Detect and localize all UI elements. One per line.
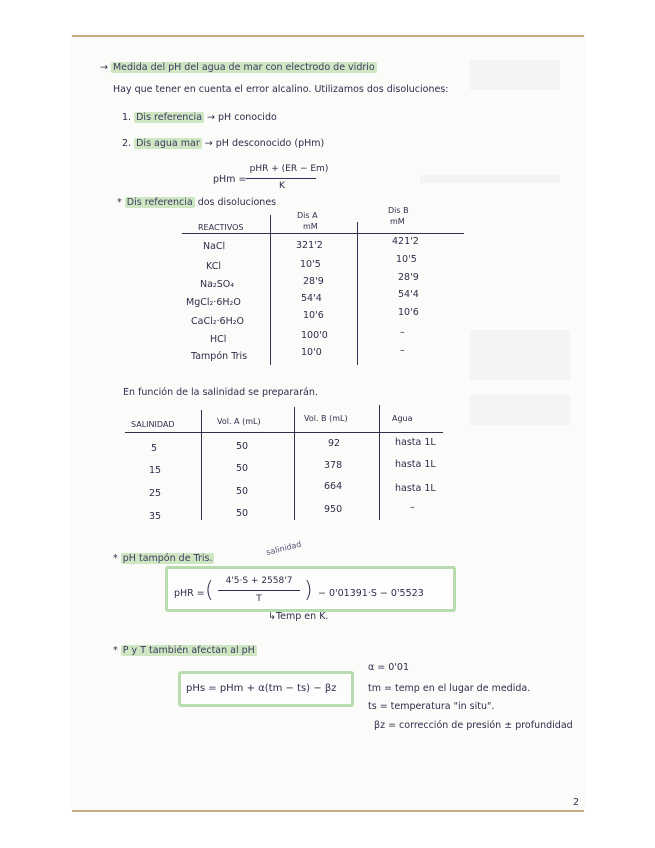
table2-cell: 5 bbox=[151, 443, 158, 454]
list-item: 2. Dis agua mar → pH desconocido (pHm) bbox=[122, 138, 325, 149]
table1-header-disb: Dis B bbox=[388, 206, 409, 215]
page-top-border bbox=[72, 35, 584, 37]
table2-cell: 664 bbox=[324, 481, 343, 492]
fraction-bar bbox=[218, 590, 300, 591]
table2-cell: 50 bbox=[236, 486, 249, 497]
table2-header: Agua bbox=[392, 414, 413, 423]
intro-text: Hay que tener en cuenta el error alcalino. Utilizamos dos disoluciones: bbox=[113, 84, 449, 95]
table2-cell: hasta 1L bbox=[395, 459, 436, 470]
table1-cell: 54'4 bbox=[398, 289, 419, 300]
table2-cell: 50 bbox=[236, 508, 249, 519]
reference-title: * Dis referencia dos disoluciones bbox=[117, 197, 277, 208]
table1-col-rule bbox=[357, 222, 358, 365]
table1-cell: 10'5 bbox=[396, 254, 417, 265]
pt-formula: pHs = pHm + α(tm − ts) − βz bbox=[186, 683, 337, 694]
pt-title: * P y T también afectan al pH bbox=[113, 645, 255, 656]
table2-cell: hasta 1L bbox=[395, 437, 436, 448]
table1-cell: KCl bbox=[206, 261, 221, 272]
table2-header: Vol. A (mL) bbox=[217, 417, 261, 426]
formula-denominator: K bbox=[279, 181, 285, 191]
legend-item: α = 0'01 bbox=[368, 662, 410, 673]
page-bottom-border bbox=[72, 810, 584, 812]
table2-cell: 378 bbox=[324, 460, 343, 471]
table1-cell: 10'0 bbox=[301, 347, 322, 358]
table1-cell: – bbox=[400, 327, 405, 338]
table1-col-rule bbox=[270, 215, 271, 365]
table1-cell: Tampón Tris bbox=[191, 351, 248, 362]
bleed-through bbox=[420, 175, 560, 183]
table1-cell: 10'6 bbox=[398, 307, 419, 318]
table2-cell: 950 bbox=[324, 504, 343, 515]
table2-header-rule bbox=[125, 432, 443, 433]
table1-cell: 54'4 bbox=[301, 293, 322, 304]
table2-cell: 25 bbox=[149, 488, 162, 499]
table2-col-rule bbox=[201, 410, 202, 520]
table2-cell: 92 bbox=[328, 438, 341, 449]
table1-cell: 10'6 bbox=[303, 310, 324, 321]
formula-numerator: pHR + (ER − Em) bbox=[249, 164, 329, 174]
formula-lhs: pHm = bbox=[213, 174, 247, 185]
table2-col-rule bbox=[379, 405, 380, 520]
list-item: 1. Dis referencia → pH conocido bbox=[122, 112, 277, 123]
table1-cell: 28'9 bbox=[303, 276, 324, 287]
bleed-through bbox=[470, 395, 570, 425]
table2-header: Vol. B (mL) bbox=[304, 414, 348, 423]
temp-annotation: ↳Temp en K. bbox=[268, 611, 329, 622]
table2-cell: – bbox=[410, 502, 415, 513]
salinity-intro: En función de la salinidad se prepararán. bbox=[123, 387, 318, 398]
table1-cell: HCl bbox=[210, 334, 227, 345]
legend-item: βz = corrección de presión ± profundidad bbox=[374, 720, 573, 731]
table1-header-disb-unit: mM bbox=[390, 217, 405, 226]
table1-cell: MgCl₂·6H₂O bbox=[186, 297, 241, 308]
table1-cell: – bbox=[400, 345, 405, 356]
table1-cell: 421'2 bbox=[392, 236, 419, 247]
tris-numerator: 4'5·S + 2558'7 bbox=[225, 576, 293, 586]
tris-formula-rest: − 0'01391·S − 0'5523 bbox=[318, 588, 424, 599]
table1-cell: 100'0 bbox=[301, 330, 328, 341]
bleed-through bbox=[470, 60, 560, 90]
bleed-through bbox=[470, 330, 570, 380]
table1-header-disa: Dis A bbox=[297, 211, 318, 220]
table2-col-rule bbox=[294, 407, 295, 520]
tris-formula-lhs: pHR = bbox=[174, 588, 205, 599]
table1-header-reactivos: REACTIVOS bbox=[198, 223, 244, 232]
table2-cell: 50 bbox=[236, 463, 249, 474]
table2-cell: 35 bbox=[149, 511, 162, 522]
table2-cell: 50 bbox=[236, 441, 249, 452]
table1-cell: 28'9 bbox=[398, 272, 419, 283]
table1-cell: CaCl₂·6H₂O bbox=[191, 316, 245, 327]
close-paren: ) bbox=[304, 578, 313, 603]
tris-title: * pH tampón de Tris. bbox=[113, 553, 213, 564]
table1-cell: 321'2 bbox=[296, 240, 323, 251]
table1-header-disa-unit: mM bbox=[303, 222, 318, 231]
fraction-bar bbox=[246, 178, 316, 179]
table1-header-rule bbox=[182, 233, 464, 234]
table1-cell: 10'5 bbox=[300, 259, 321, 270]
table2-cell: 15 bbox=[149, 465, 162, 476]
legend-item: tm = temp en el lugar de medida. bbox=[368, 683, 531, 694]
legend-item: ts = temperatura "in situ". bbox=[368, 701, 495, 712]
table1-cell: NaCl bbox=[203, 241, 226, 252]
open-paren: ( bbox=[205, 578, 214, 603]
table2-cell: hasta 1L bbox=[395, 483, 436, 494]
table2-header: SALINIDAD bbox=[131, 420, 175, 429]
table1-cell: Na₂SO₄ bbox=[200, 279, 235, 290]
tris-denominator: T bbox=[256, 594, 262, 604]
salinity-annotation: salinidad bbox=[265, 539, 303, 558]
section-heading: → Medida del pH del agua de mar con electrodo de vidrio bbox=[100, 62, 375, 73]
page-number: 2 bbox=[573, 797, 580, 808]
